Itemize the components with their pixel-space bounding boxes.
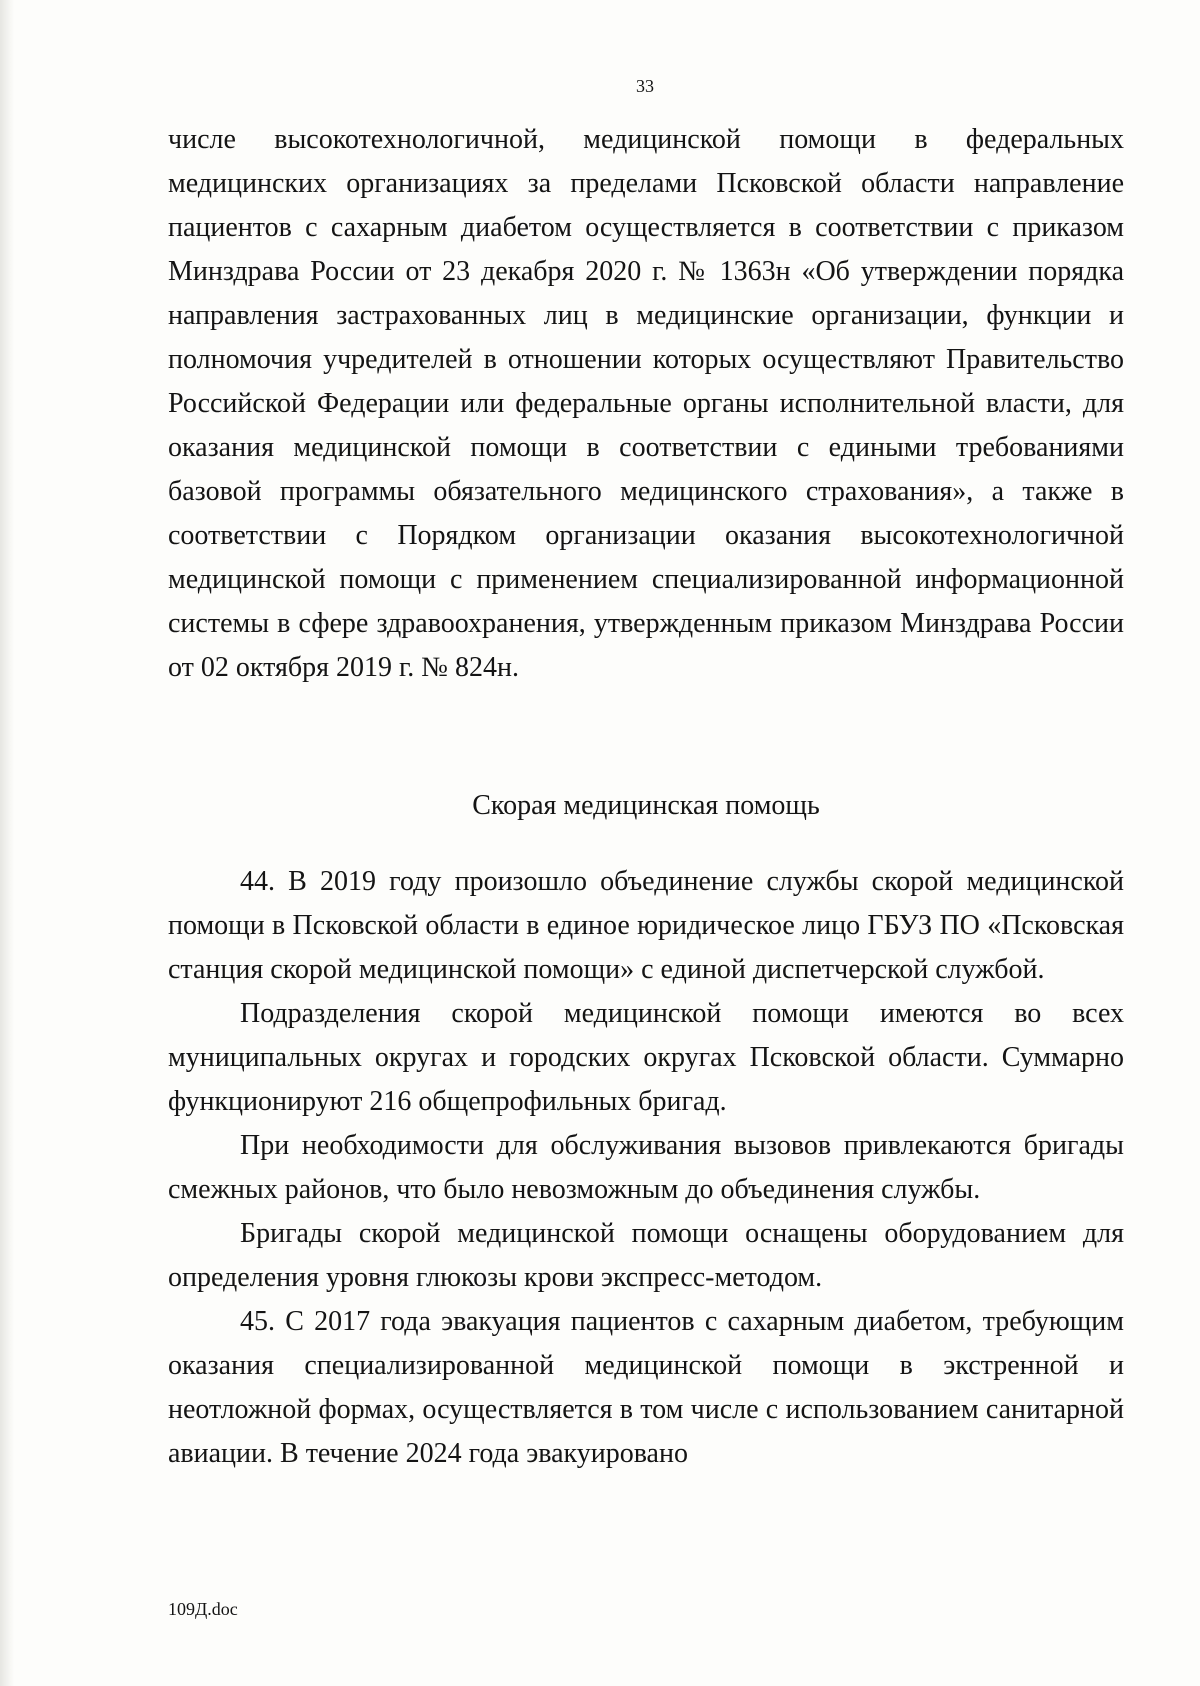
footer-file-code: 109Д.doc: [168, 1599, 238, 1619]
paragraph-subdivisions: Подразделения скорой медицинской помощи имеются во всех муниципальных округах и городских округах Псковской области. Суммарно функционируют 216 общепрофильных бригад.: [168, 998, 1124, 1117]
page-edge: [0, 0, 14, 1686]
page-number: 33: [636, 76, 654, 96]
paragraph-equipment: Бригады скорой медицинской помощи оснащены оборудованием для определения уровня глюкозы крови экспресс-методом.: [168, 1218, 1124, 1293]
paragraph-neighbor-teams: При необходимости для обслуживания вызовов привлекаются бригады смежных районов, что было невозможным до объединения службы.: [168, 1130, 1124, 1205]
section-heading: Скорая медицинская помощь: [472, 790, 820, 821]
intro-text-block: [168, 118, 1124, 690]
paragraph-44: 44. В 2019 году произошло объединение службы скорой медицинской помощи в Псковской области в единое юридическое лицо ГБУЗ ПО «Псковская станция скорой медицинской помощи» с единой диспетчерской службой.: [168, 866, 1124, 985]
paragraph-45: 45. С 2017 года эвакуация пациентов с сахарным диабетом, требующим оказания специализированной медицинской помощи в экстренной и неотложной формах, осуществляется в том числе с использованием санитарной авиации. В течение 2024 года эвакуировано: [168, 1306, 1124, 1469]
intro-paragraph: числе высокотехнологичной, медицинской помощи в федеральных медицинских организациях за пределами Псковской области направление пациентов с сахарным диабетом осуществляется в соответствии с приказом Минздрава России от 23 декабря 2020 г. № 1363н «Об утверждении порядка направления застрахованных лиц в медицинские организации, функции и полномочия учредителей в отношении которых осуществляют Правительство Российской Федерации или федеральные органы исполнительной власти, для оказания медицинской помощи в соответствии с едиными требованиями базовой программы обязательного медицинского страхования», а также в соответствии с Порядком организации оказания высокотехнологичной медицинской помощи с применением специализированной информационной системы в сфере здравоохранения, утвержденным приказом Минздрава России от 02 октября 2019 г. № 824н.: [168, 124, 1124, 683]
section-text-block: [168, 860, 1124, 1476]
